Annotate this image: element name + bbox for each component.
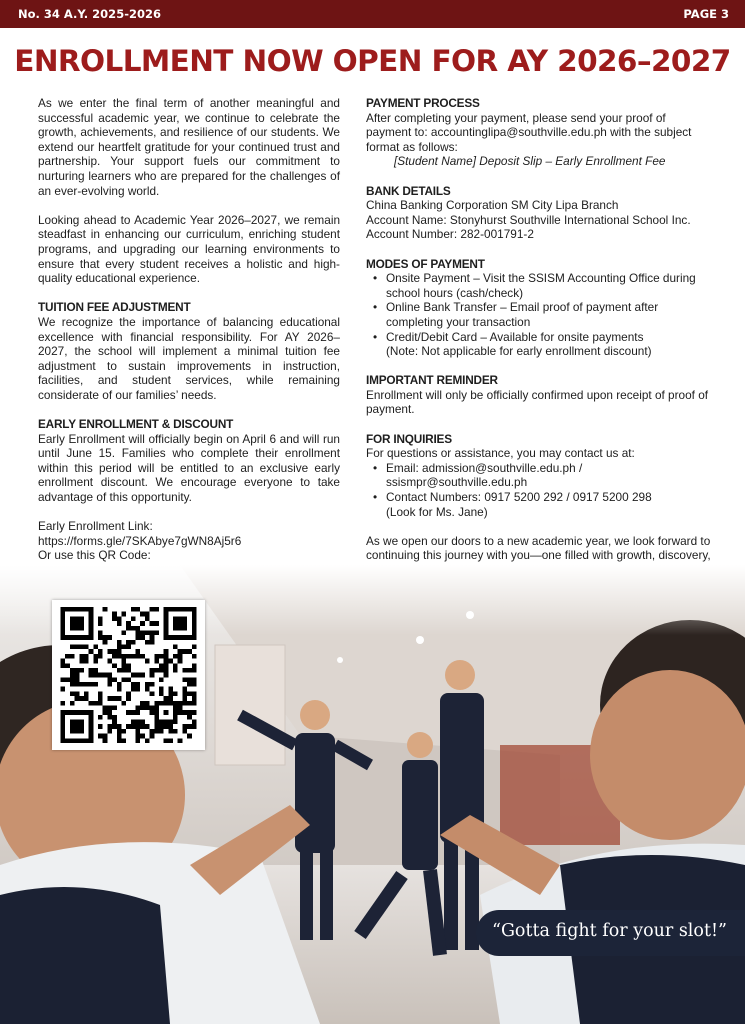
quote-text: “Gotta fight for your slot!” [492, 921, 727, 941]
payment-subject-format: [Student Name] Deposit Slip – Early Enrollment Fee [394, 154, 666, 169]
intro-paragraph-2: Looking ahead to Academic Year 2026–2027, we remain steadfast in enhancing our curriculum, enriching student programs, and upgrading our learning environments to ensure that every student receives a holistic and high-quality educational experience. [38, 212, 340, 286]
tuition-body: We recognize the importance of balancing educational excellence with financial responsibility. For AY 2026–2027, the school will implement a minimal tuition fee adjustment to sustain improvements in instruction, facilities, and student services, while remaining considerate of our families’ needs. [38, 314, 340, 402]
header-bar [0, 0, 745, 28]
qr-code[interactable] [52, 600, 205, 750]
bank-account-number: Account Number: 282-001791-2 [366, 227, 534, 242]
inquiries-heading: FOR INQUIRIES [366, 431, 452, 446]
enrollment-link-label: Early Enrollment Link: [38, 519, 153, 534]
enrollment-link[interactable]: https://forms.gle/7SKAbye7gWN8Aj5r6 [38, 533, 242, 548]
payment-process-body: After completing your payment, please send your proof of payment to: accountinglipa@southville.edu.ph with the subject format as follows: [366, 110, 692, 154]
reminder-body: Enrollment will only be officially confirmed upon receipt of proof of payment. [366, 387, 709, 417]
modes-note: (Note: Not applicable for early enrollment discount) [386, 344, 652, 359]
page-number: PAGE 3 [683, 7, 729, 21]
reminder-heading: IMPORTANT REMINDER [366, 373, 498, 388]
tuition-heading: TUITION FEE ADJUSTMENT [38, 300, 191, 315]
early-enrollment-heading: EARLY ENROLLMENT & DISCOUNT [38, 417, 234, 432]
quote-banner [476, 910, 745, 956]
issue-number: No. 34 A.Y. 2025-2026 [18, 7, 161, 21]
modes-of-payment-heading: MODES OF PAYMENT [366, 256, 485, 271]
modes-of-payment-list [366, 271, 711, 344]
qr-code-label: Or use this QR Code: [38, 548, 151, 563]
left-column [38, 96, 340, 563]
bank-account-name: Account Name: Stonyhurst Southville International School Inc. [366, 212, 691, 227]
list-item: • Online Bank Transfer – Email proof of payment after completing your transaction [366, 300, 711, 329]
list-item: • Email: admission@southville.edu.ph / ssismpr@southville.edu.ph [366, 461, 711, 490]
inquiries-body: For questions or assistance, you may contact us at: [366, 446, 635, 461]
intro-paragraph-1: As we enter the final term of another meaningful and successful academic year, we continue to celebrate the growth, achievements, and resilience of our students. We extend our heartfelt gratitude for your continued trust and partnership. Your support fuels our commitment to nurturing learners who are prepared for the challenges of an ever-evolving world. [38, 96, 340, 198]
list-item: • Onsite Payment – Visit the SSISM Accounting Office during school hours (cash/check) [366, 271, 711, 300]
bank-name: China Banking Corporation SM City Lipa Branch [366, 198, 619, 213]
bank-details-heading: BANK DETAILS [366, 183, 451, 198]
list-item: • Credit/Debit Card – Available for onsite payments [366, 330, 711, 345]
inquiries-list [366, 461, 711, 505]
inquiries-note: (Look for Ms. Jane) [386, 504, 488, 519]
qr-code-icon [59, 607, 198, 743]
early-enrollment-body: Early Enrollment will officially begin on April 6 and will run until June 15. Families who complete their enrollment within this period will be entitled to an exclusive early enrollment discount. We encourage everyone to take advantage of this opportunity. [38, 431, 340, 505]
right-column [366, 96, 711, 592]
closing-paragraph: As we open our doors to a new academic year, we look forward to continuing this journey with you—one filled with growth, discovery, [366, 533, 711, 563]
list-item: • Contact Numbers: 0917 5200 292 / 0917 5200 298 [366, 490, 711, 505]
page-title: ENROLLMENT NOW OPEN FOR AY 2026–2027 [14, 44, 731, 78]
payment-process-heading: PAYMENT PROCESS [366, 96, 480, 110]
